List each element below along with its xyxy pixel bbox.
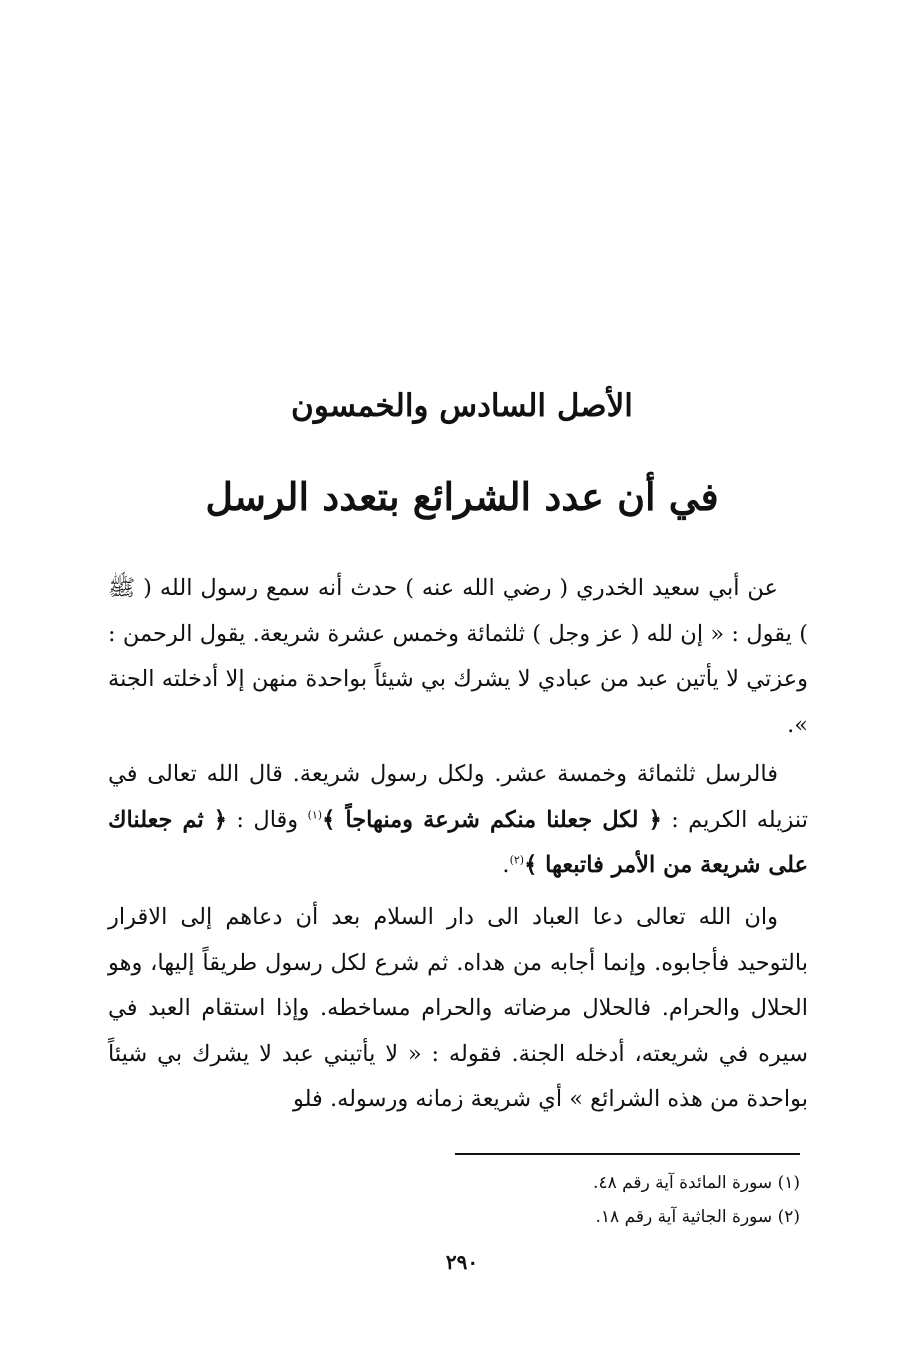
- footnote-1: (١) سورة المائدة آية رقم ٤٨.: [593, 1173, 800, 1193]
- page-number: ٢٩٠: [445, 1250, 479, 1274]
- footnote-2: (٢) سورة الجاثية آية رقم ١٨.: [595, 1207, 800, 1227]
- paragraph-2-text-2: وقال :: [226, 806, 308, 833]
- paragraph-3: وان الله تعالى دعا العباد الى دار السلام بعد أن دعاهم إلى الاقرار بالتوحيد فأجابوه. وإنما أجابه من هداه. ثم شرع لكل رسول طريقاً إليها، وهو الحلال والحرام. فالحلال مرضاته والحرام مساخطه. وإذا استقام العبد في سيره في شريعته، أدخله الجنة. فقوله : « لا يأتيني عبد لا يشرك بي شيئاً بواحدة من هذه الشرائع » أي شريعة زمانه ورسوله. فلو: [108, 904, 808, 1112]
- section-title: في أن عدد الشرائع بتعدد الرسل: [205, 474, 719, 519]
- paragraph-2: [108, 752, 808, 889]
- chapter-title: الأصل السادس والخمسون: [291, 388, 633, 424]
- quran-verse-1: ﴿ لكل جعلنا منكم شرعة ومنهاجاً ﴾: [322, 806, 662, 833]
- paragraph-2-text-1: فالرسل ثلثمائة وخمسة عشر. ولكل رسول شريعة. قال الله تعالى في تنزيله الكريم :: [108, 761, 808, 833]
- paragraph-2-text-3: .: [502, 852, 510, 878]
- footnotes: [300, 1166, 800, 1234]
- footnote-divider: [455, 1153, 800, 1155]
- footnote-ref-2: (٢): [509, 853, 525, 867]
- paragraph-1: عن أبي سعيد الخدري ( رضي الله عنه ) حدث أنه سمع رسول الله ( ﷺ ) يقول : « إن لله ( عز وجل ) ثلثمائة وخمس عشرة شريعة. يقول الرحمن : وعزتي لا يأتين عبد من عبادي لا يشرك بي شيئاً بواحدة منهن إلا أدخلته الجنة ».: [108, 575, 808, 738]
- quran-verse-2: ﴿ ثم جعلناك على شريعة من الأمر فاتبعها ﴾: [108, 806, 808, 878]
- footnote-ref-1: (١): [307, 808, 323, 821]
